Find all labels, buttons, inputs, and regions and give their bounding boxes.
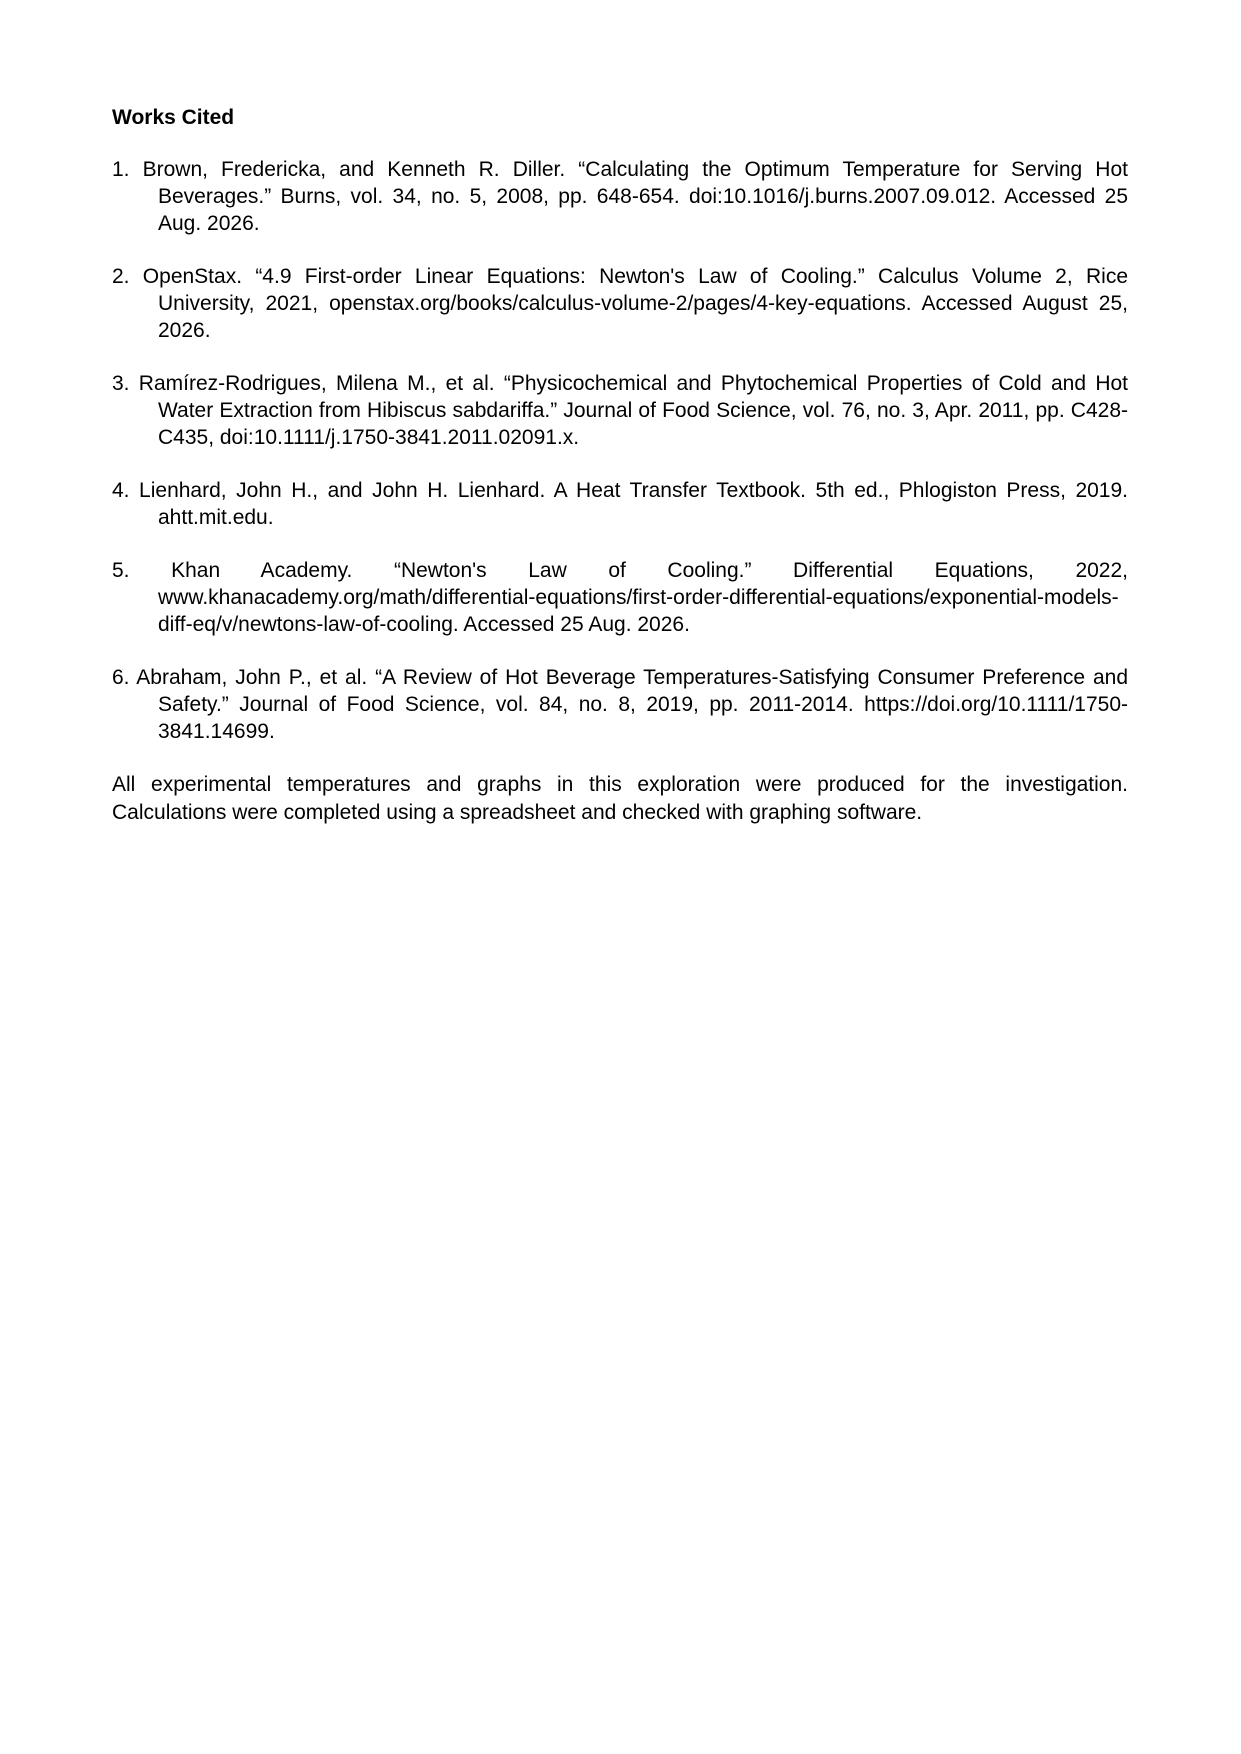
reference-item-4: 4. Lienhard, John H., and John H. Lienhard. A Heat Transfer Textbook. 5th ed., Phlogiston Press, 2019. ahtt.mit.edu. [112, 479, 1128, 529]
reference-item-5: 5. Khan Academy. “Newton's Law of Cooling.” Differential Equations, 2022, www.khanacademy.org/math/differential-equations/first-order-differential-equations/exponential-models-diff-eq/v/newtons-law-of-cooling. Accessed 25 Aug. 2026. [112, 559, 1128, 636]
reference-item-1: 1. Brown, Fredericka, and Kenneth R. Diller. “Calculating the Optimum Temperature for Serving Hot Beverages.” Burns, vol. 34, no. 5, 2008, pp. 648-654. doi:10.1016/j.burns.2007.09.012. Accessed 25 Aug. 2026. [112, 158, 1128, 235]
closing-note: All experimental temperatures and graphs in this exploration were produced for the investigation. Calculations were completed using a spreadsheet and checked with graphing software. [112, 773, 1128, 824]
document-page [112, 104, 1128, 827]
reference-item-2: 2. OpenStax. “4.9 First-order Linear Equations: Newton's Law of Cooling.” Calculus Volume 2, Rice University, 2021, openstax.org/books/calculus-volume-2/pages/4-key-equations. Accessed August 25, 2026. [112, 265, 1128, 342]
reference-item-6: 6. Abraham, John P., et al. “A Review of Hot Beverage Temperatures-Satisfying Consumer Preference and Safety.” Journal of Food Science, vol. 84, no. 8, 2019, pp. 2011-2014. https://doi.org/10.1111/1750-3841.14699. [112, 666, 1128, 743]
reference-list [112, 156, 1128, 745]
works-cited-heading: Works Cited [112, 106, 235, 129]
reference-item-3: 3. Ramírez-Rodrigues, Milena M., et al. “Physicochemical and Phytochemical Properties of Cold and Hot Water Extraction from Hibiscus sabdariffa.” Journal of Food Science, vol. 76, no. 3, Apr. 2011, pp. C428-C435, doi:10.1111/j.1750-3841.2011.02091.x. [112, 372, 1128, 449]
